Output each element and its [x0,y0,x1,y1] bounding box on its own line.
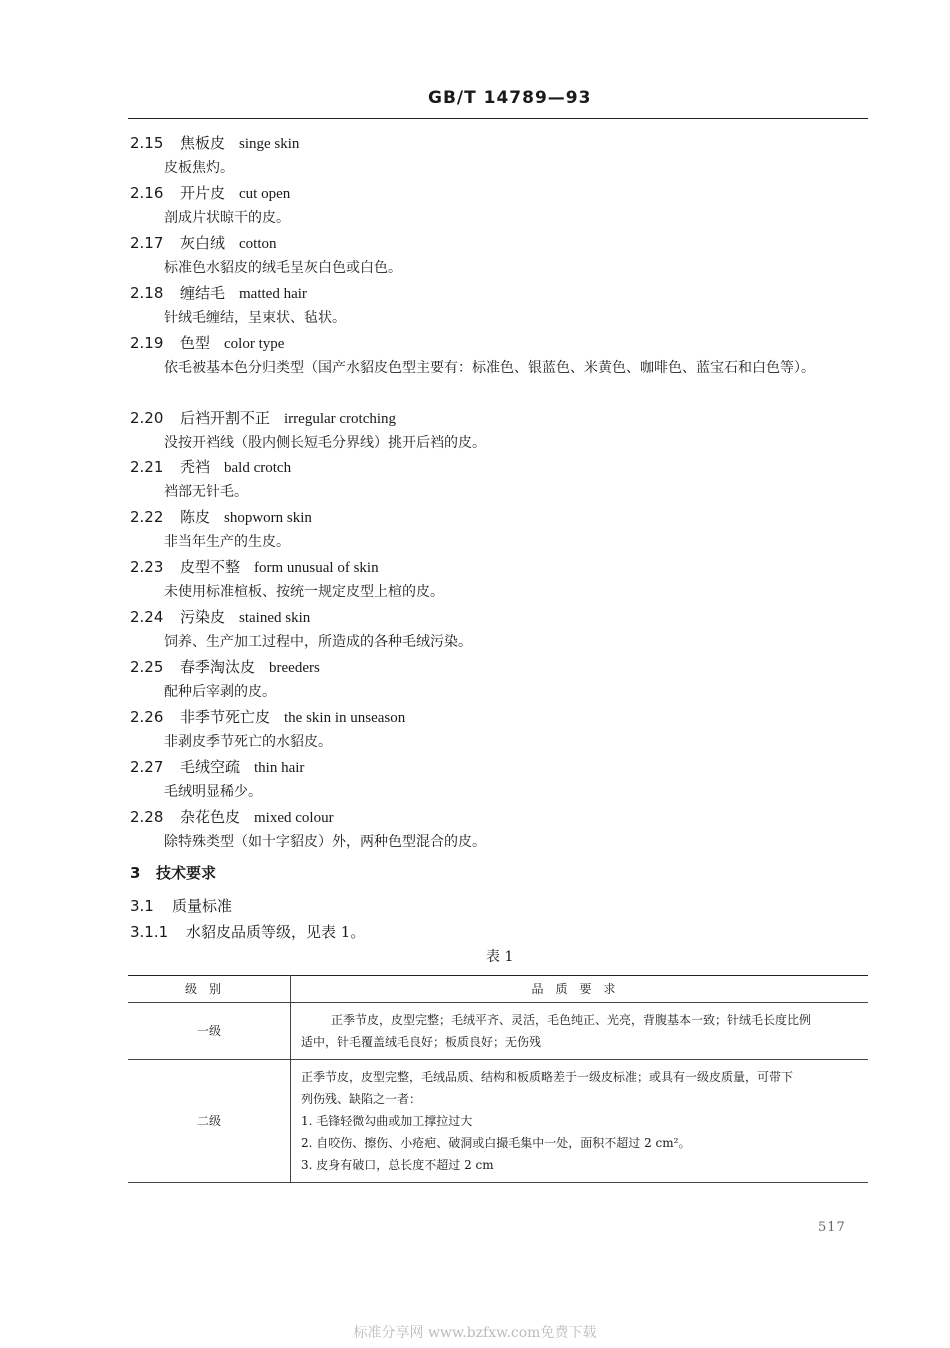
term-english: irregular crotching [284,411,397,427]
clause-text: 水貂皮品质等级，见表 1。 [186,923,366,941]
term-english: stained skin [239,610,311,626]
term-english: cut open [239,186,291,202]
term-heading [130,656,870,679]
term-definition: 除特殊类型（如十字貂皮）外，两种色型混合的皮。 [164,834,486,850]
term-definition: 标准色水貂皮的绒毛呈灰白色或白色。 [164,260,402,276]
term-number: 2.21 [130,458,164,476]
term-definition: 未使用标准楦板、按统一规定皮型上楦的皮。 [164,584,444,600]
term-chinese: 焦板皮 [180,134,226,152]
term-number: 2.17 [130,234,164,252]
term-heading [130,706,870,729]
term-chinese: 毛绒空疏 [180,758,241,776]
term-heading [130,132,870,155]
section-title: 技术要求 [156,864,217,882]
term-definition: 没按开裆线（股内侧长短毛分界线）挑开后裆的皮。 [164,435,486,451]
term-chinese: 缠结毛 [180,284,226,302]
term-definition: 非剥皮季节死亡的水貂皮。 [164,734,332,750]
grade-level: 二级 [128,1060,291,1183]
term-english: matted hair [239,286,307,302]
subsection-number: 3.1 [130,897,154,915]
term-chinese: 皮型不整 [180,558,241,576]
term-number: 2.24 [130,608,164,626]
table-row [128,1003,868,1060]
term-definition: 毛绒明显稀少。 [164,784,262,800]
footer-watermark: 标准分享网 www.bzfxw.com免费下载 [353,1325,597,1341]
term-heading [130,606,870,629]
subsection-title: 质量标准 [172,897,233,915]
clause-number: 3.1.1 [130,923,169,941]
term-definition: 非当年生产的生皮。 [164,534,290,550]
term-english: bald crotch [224,460,292,476]
requirement-line: 3. 皮身有破口，总长度不超过 2 cm [301,1158,494,1172]
requirement-line: 正季节皮，皮型完整；毛绒平齐、灵活，毛色纯正、光亮，背腹基本一致；针绒毛长度比例 [331,1013,812,1027]
subsection-heading [130,895,232,917]
term-heading [130,506,870,529]
term-english: cotton [239,236,277,252]
term-english: the skin in unseason [284,710,406,726]
term-number: 2.25 [130,658,164,676]
term-definition: 裆部无针毛。 [164,484,248,500]
term-number: 2.20 [130,409,164,427]
term-heading [130,282,870,305]
term-heading [130,756,870,779]
term-chinese: 色型 [180,334,211,352]
term-english: color type [224,336,285,352]
grade-requirements [291,1060,869,1183]
grade-level: 一级 [128,1003,291,1060]
term-chinese: 灰白绒 [180,234,226,252]
term-chinese: 污染皮 [180,608,226,626]
requirement-line: 1. 毛锋轻微勾曲或加工撑拉过大 [301,1114,473,1128]
term-number: 2.27 [130,758,164,776]
term-chinese: 陈皮 [180,508,211,526]
term-chinese: 杂花色皮 [180,808,241,826]
requirement-line: 2. 自咬伤、擦伤、小疮疤、破洞或白撮毛集中一处，面积不超过 2 cm²。 [301,1136,691,1150]
term-definition: 针绒毛缠结，呈束状、毡状。 [164,310,346,326]
standard-number: GB/T 14789—93 [428,88,592,108]
quality-grade-table [128,975,868,1183]
table-row [128,1060,868,1183]
term-english: breeders [269,660,320,676]
table-header-row [128,976,868,1003]
term-definition: 配种后宰剥的皮。 [164,684,276,700]
requirement-line: 正季节皮，皮型完整，毛绒品质、结构和板质略差于一级皮标准；或具有一级皮质量，可带下 [301,1070,794,1084]
term-heading [130,232,870,255]
term-definition: 皮板焦灼。 [164,160,234,176]
grade-requirements [291,1003,869,1060]
term-heading [130,407,870,430]
term-chinese: 后裆开割不正 [180,409,271,427]
requirement-line: 适中，针毛覆盖绒毛良好；板质良好；无伤残 [301,1035,542,1049]
clause-heading [130,921,365,943]
term-number: 2.23 [130,558,164,576]
section-number: 3 [130,864,141,882]
term-number: 2.26 [130,708,164,726]
term-definition: 饲养、生产加工过程中，所造成的各种毛绒污染。 [164,634,472,650]
requirement-line: 列伤残、缺陷之一者： [301,1092,422,1106]
term-english: mixed colour [254,810,334,826]
column-header-requirements: 品质要求 [291,976,869,1003]
term-english: singe skin [239,136,300,152]
term-chinese: 开片皮 [180,184,226,202]
page-header [128,88,868,119]
term-english: form unusual of skin [254,560,379,576]
term-number: 2.28 [130,808,164,826]
term-number: 2.22 [130,508,164,526]
term-english: thin hair [254,760,305,776]
term-english: shopworn skin [224,510,312,526]
term-chinese: 秃裆 [180,458,211,476]
term-definition: 剖成片状晾干的皮。 [164,210,290,226]
term-definition: 依毛被基本色分归类型（国产水貂皮色型主要有：标准色、银蓝色、米黄色、咖啡色、蓝宝石和白色等）。 [164,360,815,376]
page-number: 517 [818,1220,846,1235]
table-caption: 表 1 [486,949,514,965]
term-chinese: 春季淘汰皮 [180,658,256,676]
term-heading [130,182,870,205]
term-number: 2.16 [130,184,164,202]
term-chinese: 非季节死亡皮 [180,708,271,726]
column-header-level: 级别 [128,976,291,1003]
term-number: 2.19 [130,334,164,352]
term-number: 2.15 [130,134,164,152]
section-heading [130,862,216,884]
term-heading [130,456,870,479]
term-heading [130,556,870,579]
term-number: 2.18 [130,284,164,302]
term-heading [130,332,870,355]
term-heading [130,806,870,829]
